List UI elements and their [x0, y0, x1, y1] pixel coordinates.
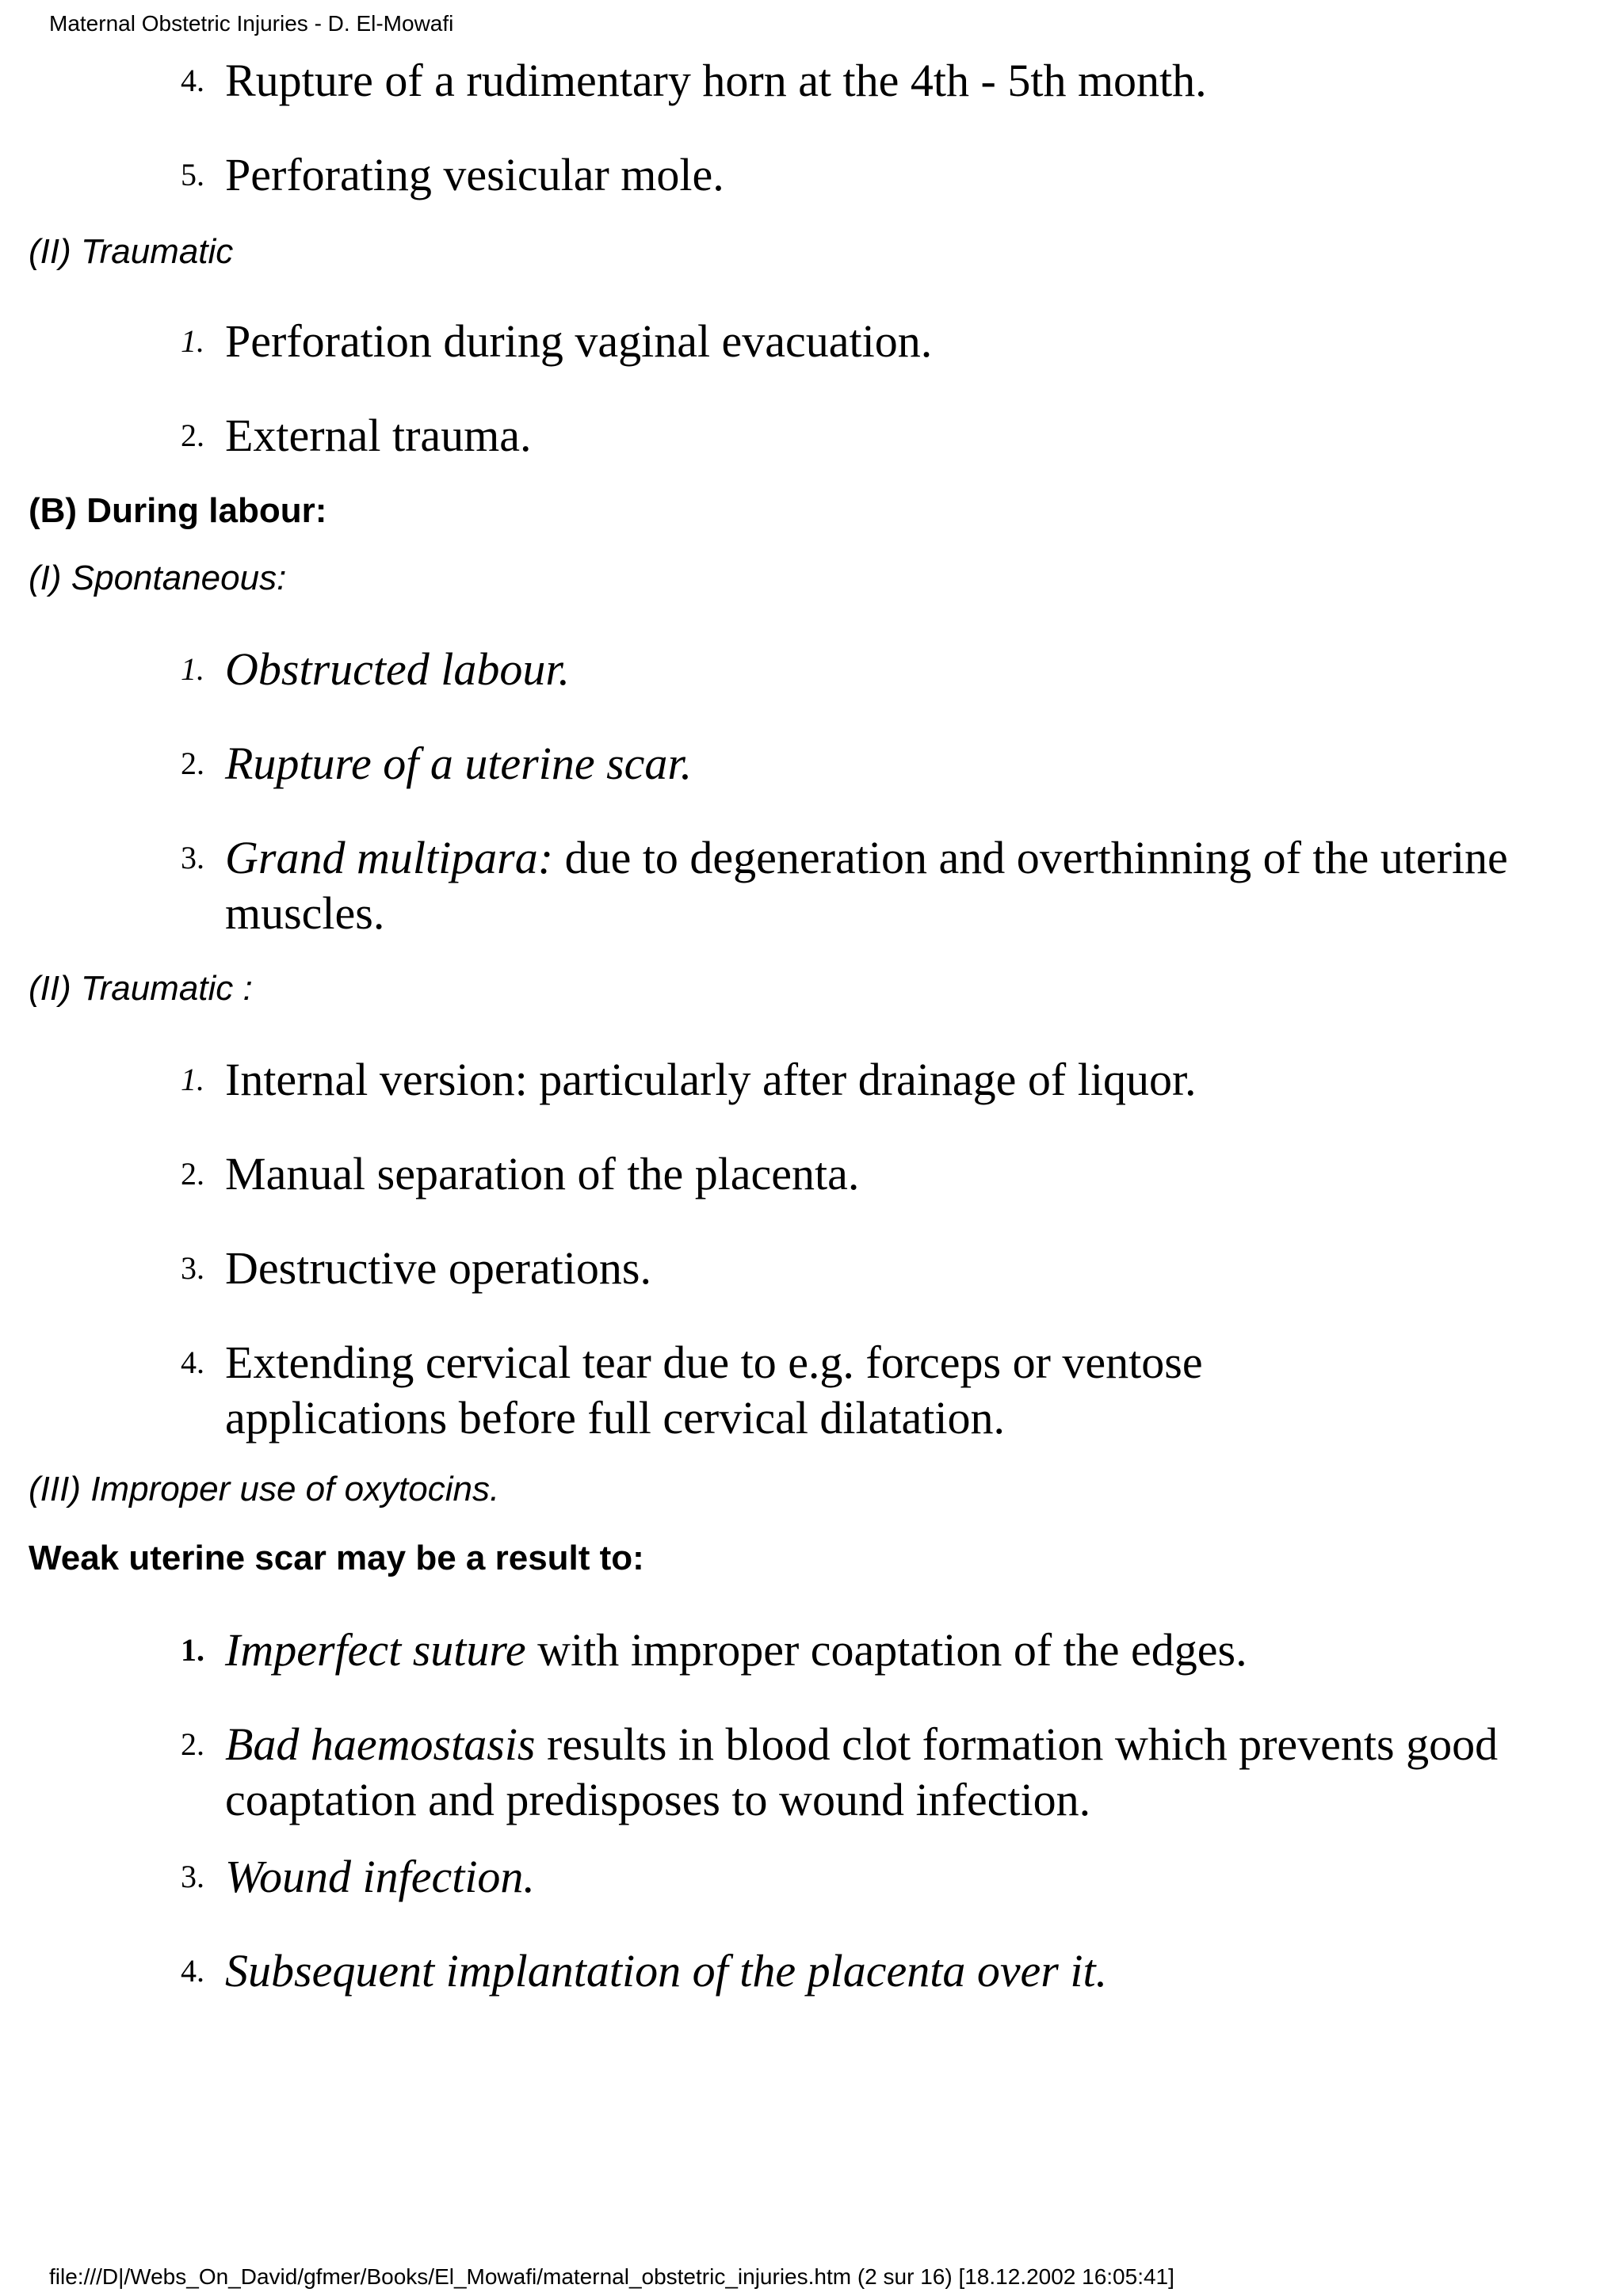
- list-item-text: Rupture of a rudimentary horn at the 4th - 5th month.: [225, 55, 1207, 106]
- list-number: 4.: [181, 63, 204, 98]
- section-heading-during-labour: (B) During labour:: [29, 491, 327, 530]
- list-number: 3.: [181, 1859, 204, 1894]
- list-item-text: Obstructed labour.: [225, 643, 570, 695]
- emphasis-text: Bad haemostasis: [225, 1718, 536, 1770]
- list-number: 2.: [181, 1726, 204, 1762]
- list-number: 2.: [181, 418, 204, 453]
- subsection-heading-oxytocins: (III) Improper use of oxytocins.: [29, 1470, 500, 1508]
- list-item-text: [225, 1623, 1525, 1678]
- section-heading-traumatic: (II) Traumatic: [29, 232, 234, 271]
- list-number: 1.: [181, 651, 204, 687]
- list-item-text: Wound infection.: [225, 1851, 535, 1902]
- list-item-text: [225, 830, 1525, 941]
- list-item-text: Destructive operations.: [225, 1242, 651, 1294]
- list-number: 2.: [181, 1156, 204, 1192]
- emphasis-text: Grand multipara:: [225, 832, 554, 883]
- list-item-text: Manual separation of the placenta.: [225, 1148, 860, 1199]
- list-item-text: Internal version: particularly after drainage of liquor.: [225, 1054, 1197, 1105]
- list-item-text: Perforating vesicular mole.: [225, 149, 724, 200]
- plain-text: due to degeneration and overthinning of the uterine muscles.: [225, 832, 1508, 939]
- list-number: 3.: [181, 1250, 204, 1286]
- list-item-text: [225, 1717, 1525, 1828]
- page-header-title: Maternal Obstetric Injuries - D. El-Mowafi: [49, 11, 454, 36]
- list-item-text: Perforation during vaginal evacuation.: [225, 315, 933, 367]
- list-number: 5.: [181, 157, 204, 193]
- subsection-heading-spontaneous: (I) Spontaneous:: [29, 559, 287, 597]
- list-item-text: External trauma.: [225, 410, 532, 461]
- list-number: 1.: [181, 323, 204, 359]
- list-item-text: Rupture of a uterine scar.: [225, 738, 693, 789]
- list-number: 4.: [181, 1344, 204, 1380]
- list-item-text: Extending cervical tear due to e.g. forceps or ventose applications before full cervical dilatation.: [225, 1337, 1203, 1444]
- list-number: 4.: [181, 1953, 204, 1989]
- list-number: 1.: [181, 1632, 204, 1668]
- subsection-heading-traumatic: (II) Traumatic :: [29, 969, 253, 1008]
- list-number: 1.: [181, 1062, 204, 1097]
- emphasis-text: Imperfect suture: [225, 1624, 526, 1676]
- list-number: 3.: [181, 840, 204, 875]
- page-footer-url: file:///D|/Webs_On_David/gfmer/Books/El_Mowafi/maternal_obstetric_injuries.htm (2 sur 16) [18.12.2002 16:05:41]: [49, 2264, 1174, 2289]
- plain-text: results in blood clot formation which prevents good coaptation and predisposes to wound infection.: [225, 1718, 1499, 1825]
- plain-text: with improper coaptation of the edges.: [525, 1624, 1247, 1676]
- list-item-text: Subsequent implantation of the placenta over it.: [225, 1945, 1108, 1997]
- list-number: 2.: [181, 746, 204, 781]
- section-heading-weak-scar: Weak uterine scar may be a result to:: [29, 1539, 644, 1577]
